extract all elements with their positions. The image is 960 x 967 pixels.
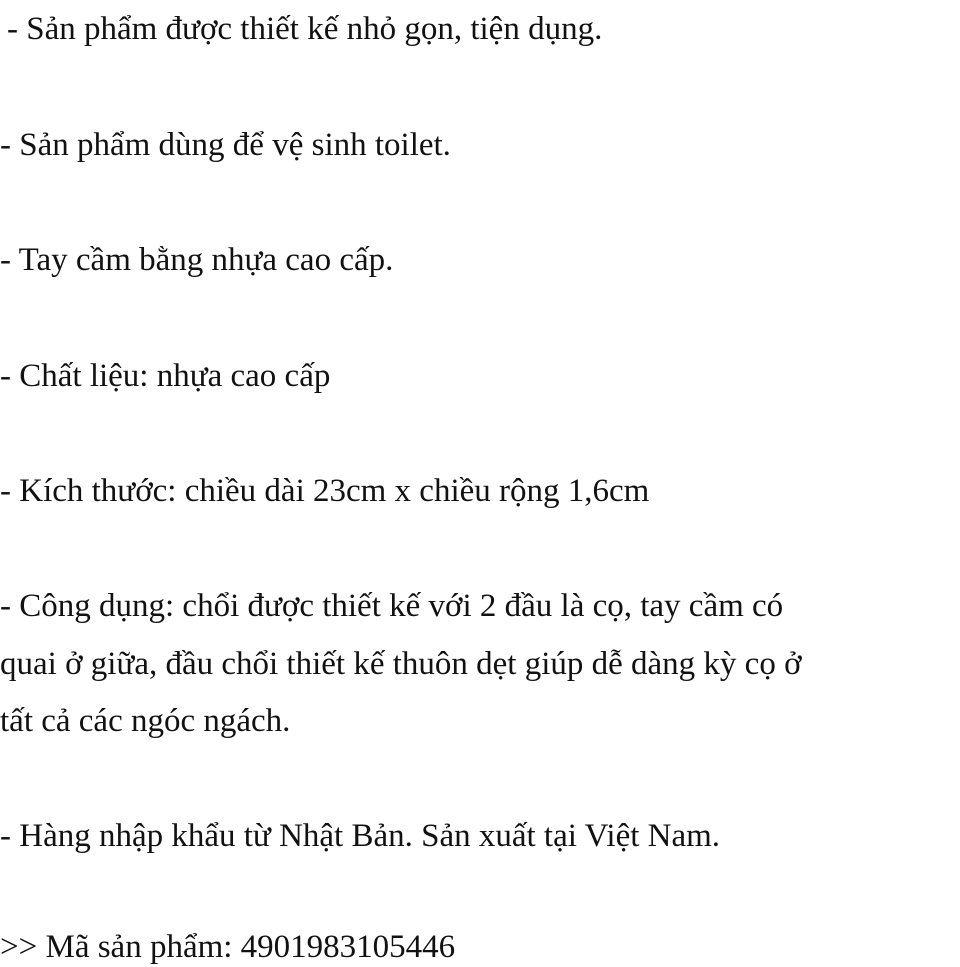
- description-line-usage: - Sản phẩm dùng để vệ sinh toilet.: [0, 127, 451, 163]
- description-line-material: - Chất liệu: nhựa cao cấp: [0, 358, 331, 394]
- description-line-function-2: quai ở giữa, đầu chổi thiết kế thuôn dẹt giúp dễ dàng kỳ cọ ở: [0, 646, 802, 682]
- description-line-product-code: >> Mã sản phẩm: 4901983105446: [0, 929, 456, 965]
- description-line-size: - Kích thước: chiều dài 23cm x chiều rộng 1,6cm: [0, 473, 650, 509]
- description-line-handle: - Tay cầm bằng nhựa cao cấp.: [0, 242, 394, 278]
- description-line-function-1: - Công dụng: chổi được thiết kế với 2 đầu là cọ, tay cầm có: [0, 588, 784, 624]
- description-line-function-3: tất cả các ngóc ngách.: [0, 703, 291, 739]
- description-line-design: - Sản phẩm được thiết kế nhỏ gọn, tiện dụng.: [7, 11, 603, 47]
- description-line-origin: - Hàng nhập khẩu từ Nhật Bản. Sản xuất tại Việt Nam.: [0, 818, 721, 854]
